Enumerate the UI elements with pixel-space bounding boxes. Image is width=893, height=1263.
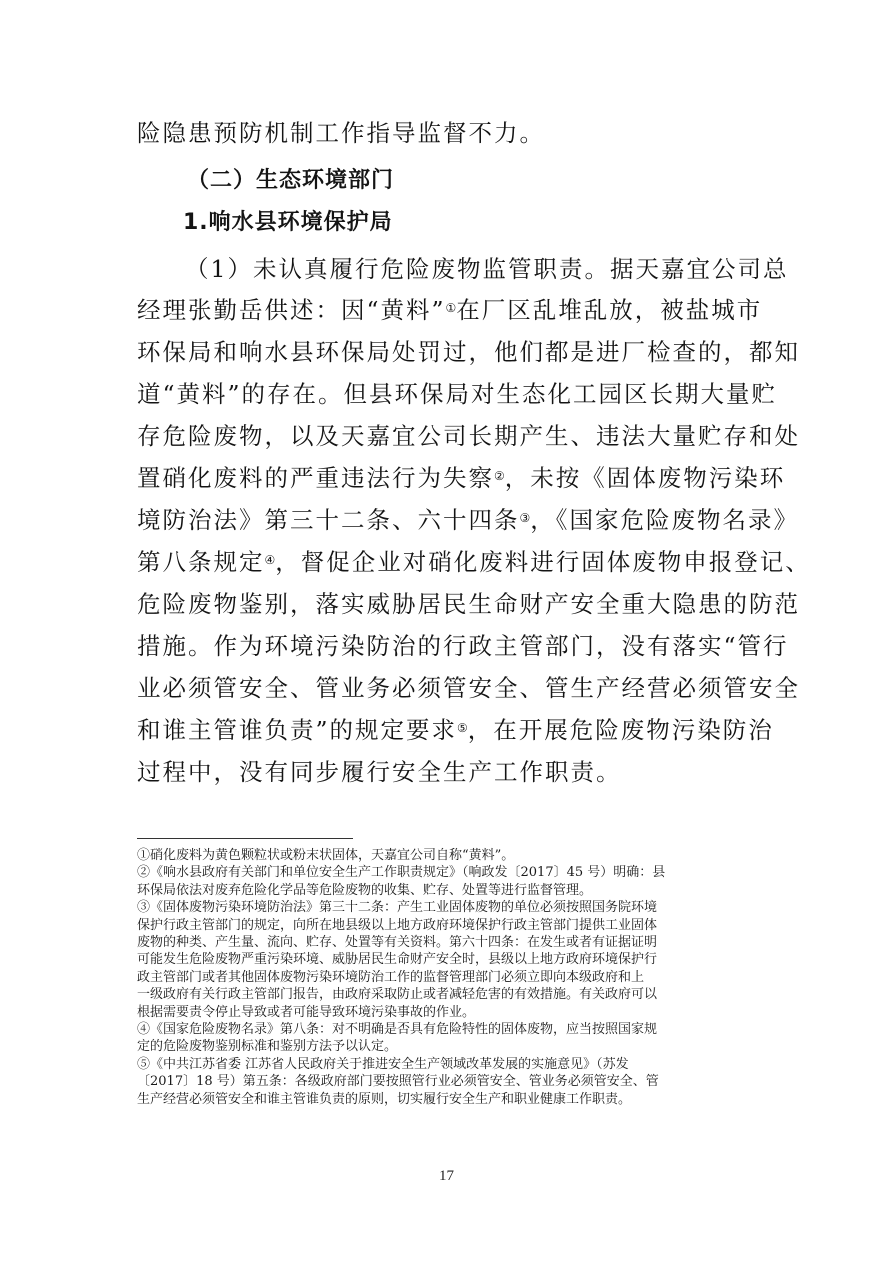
paragraph-line: （1）未认真履行危险废物监管职责。据天嘉宜公司总 [185, 255, 789, 283]
footnote-3-cont: 废物的种类、产生量、流向、贮存、处置等有关资料。第六十四条：在发生或者有证据证明 [137, 935, 658, 951]
paragraph-line: 措施。作为环境污染防治的行政主管部门，没有落实“管行 [137, 632, 789, 660]
page-number: 17 [439, 1168, 454, 1184]
paragraph-line: 险隐患预防机制工作指导监督不力。 [137, 119, 545, 147]
footnote-3-cont: 可能发生危险废物严重污染环境、威胁居民生命财产安全时，县级以上地方政府环境保护行 [137, 952, 658, 968]
footnote-4: ④《国家危险废物名录》第八条：对不明确是否具有危险特性的固体废物，应当按照国家规 [137, 1022, 658, 1038]
footnote-ref-4[interactable]: ④ [264, 553, 276, 567]
footnote-5-cont: 生产经营必须管安全和谁主管谁负责的原则，切实履行安全生产和职业健康工作职责。 [137, 1091, 632, 1107]
footnote-5: ⑤《中共江苏省委 江苏省人民政府关于推进安全生产领域改革发展的实施意见》（苏发 [137, 1056, 629, 1072]
paragraph-line: 置硝化废料的严重违法行为失察②，未按《固体废物污染环 [137, 464, 786, 492]
paragraph-line: 经理张勤岳供述：因“黄料”①在厂区乱堆乱放，被盐城市 [137, 296, 763, 324]
footnote-ref-2[interactable]: ② [494, 469, 505, 483]
paragraph-line: 业必须管安全、管业务必须管安全、管生产经营必须管安全 [137, 674, 800, 702]
footnote-4-cont: 定的危险废物鉴别标准和鉴别方法予以认定。 [137, 1039, 398, 1055]
footnote-2-cont: 环保局依法对废弃危险化学品等危险废物的收集、贮存、处置等进行监督管理。 [137, 882, 593, 898]
footnote-1: ①硝化废料为黄色颗粒状或粉末状固体，天嘉宜公司自称“黄料”。 [137, 848, 515, 863]
paragraph-line: 环保局和响水县环保局处罚过，他们都是进厂检查的，都知 [137, 338, 800, 366]
footnote-ref-3[interactable]: ③ [519, 511, 531, 525]
footnote-3-cont: 根据需要责令停止导致或者可能导致环境污染事故的作业。 [137, 1004, 476, 1020]
footnote-ref-5[interactable]: ⑤ [457, 721, 468, 735]
paragraph-line: 境防治法》第三十二条、六十四条③，《国家危险废物名录》 [137, 506, 800, 534]
paragraph-line: 过程中，没有同步履行安全生产工作职责。 [137, 758, 622, 786]
paragraph-line: 第八条规定④，督促企业对硝化废料进行固体废物申报登记、 [137, 548, 811, 576]
footnote-divider [137, 838, 353, 839]
footnote-3: ③《固体废物污染环境防治法》第三十二条：产生工业固体废物的单位必须按照国务院环境 [137, 900, 658, 916]
footnote-3-cont: 政主管部门或者其他固体废物污染环境防治工作的监督管理部门必须立即向本级政府和上 [137, 969, 645, 985]
footnote-3-cont: 一级政府有关行政主管部门报告，由政府采取防止或者减轻危害的有效措施。有关政府可以 [137, 987, 658, 1003]
footnote-3-cont: 保护行政主管部门的规定，向所在地县级以上地方政府环境保护行政主管部门提供工业固体 [137, 917, 658, 933]
footnote-5-cont: 〔2017〕18 号）第五条：各级政府部门要按照管行业必须管安全、管业务必须管安全、管 [137, 1074, 659, 1090]
footnote-2: ②《响水县政府有关部门和单位安全生产工作职责规定》（响政发〔2017〕45 号）明确：县 [137, 865, 666, 881]
footnote-ref-1[interactable]: ① [445, 301, 457, 315]
section-heading: （二）生态环境部门 [187, 168, 395, 193]
paragraph-line: 危险废物鉴别，落实威胁居民生命财产安全重大隐患的防范 [137, 590, 800, 618]
paragraph-line: 道“黄料”的存在。但县环保局对生态化工园区长期大量贮 [137, 380, 778, 408]
footnotes [137, 847, 767, 1108]
paragraph-line: 存危险废物，以及天嘉宜公司长期产生、违法大量贮存和处 [137, 422, 800, 450]
paragraph-line: 和谁主管谁负责”的规定要求⑤，在开展危险废物污染防治 [137, 716, 774, 744]
subsection-heading: 1.响水县环境保护局 [183, 210, 393, 235]
